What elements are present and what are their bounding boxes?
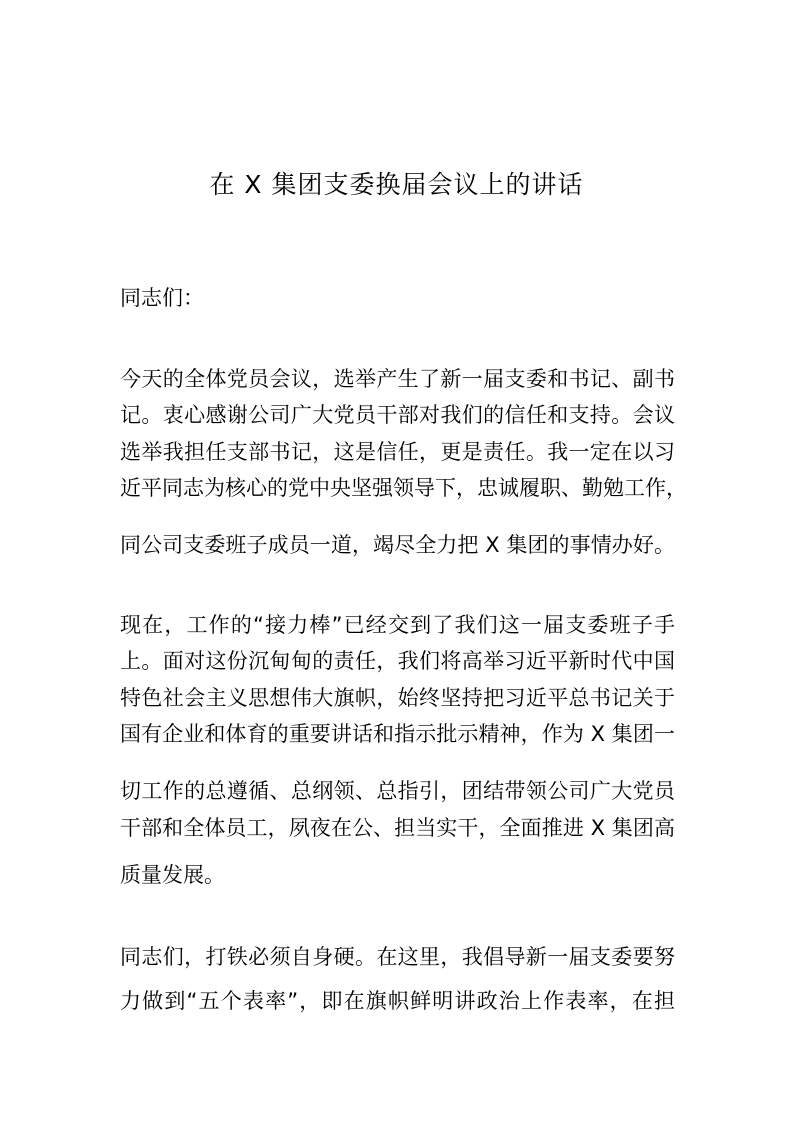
paragraph-line: 特色社会主义思想伟大旗帜，始终坚持把习近平总书记关于 — [120, 686, 675, 710]
paragraph-line: 上。面对这份沉甸甸的责任，我们将高举习近平新时代中国 — [120, 649, 675, 673]
paragraph-line: 质量发展。 — [120, 863, 225, 887]
document-title: 在 X 集团支委换届会议上的讲话 — [209, 170, 584, 199]
paragraph-line: 国有企业和体育的重要讲话和指示批示精神，作为 X 集团一 — [120, 722, 675, 746]
paragraph-line: 切工作的总遵循、总纲领、总指引，团结带领公司广大党员 — [120, 779, 675, 803]
paragraph-line: 干部和全体员工，夙夜在公、担当实干，全面推进 X 集团高 — [120, 816, 675, 840]
paragraph-line: 选举我担任支部书记，这是信任，更是责任。我一定在以习 — [120, 440, 675, 464]
paragraph-line: 同公司支委班子成员一道，竭尽全力把 X 集团的事情办好。 — [120, 533, 675, 557]
paragraph-line: 近平同志为核心的党中央坚强领导下，忠诚履职、勤勉工作， — [120, 476, 687, 500]
paragraph-line: 力做到“五个表率”，即在旗帜鲜明讲政治上作表率，在担 — [120, 989, 675, 1013]
paragraph-line: 同志们，打铁必须自身硬。在这里，我倡导新一届支委要努 — [120, 945, 675, 969]
paragraph-line: 今天的全体党员会议，选举产生了新一届支委和书记、副书 — [120, 367, 675, 391]
salutation: 同志们： — [120, 286, 204, 310]
paragraph-line: 记。衷心感谢公司广大党员干部对我们的信任和支持。会议 — [120, 403, 675, 427]
paragraph-line: 现在，工作的“接力棒”已经交到了我们这一届支委班子手 — [120, 613, 675, 637]
